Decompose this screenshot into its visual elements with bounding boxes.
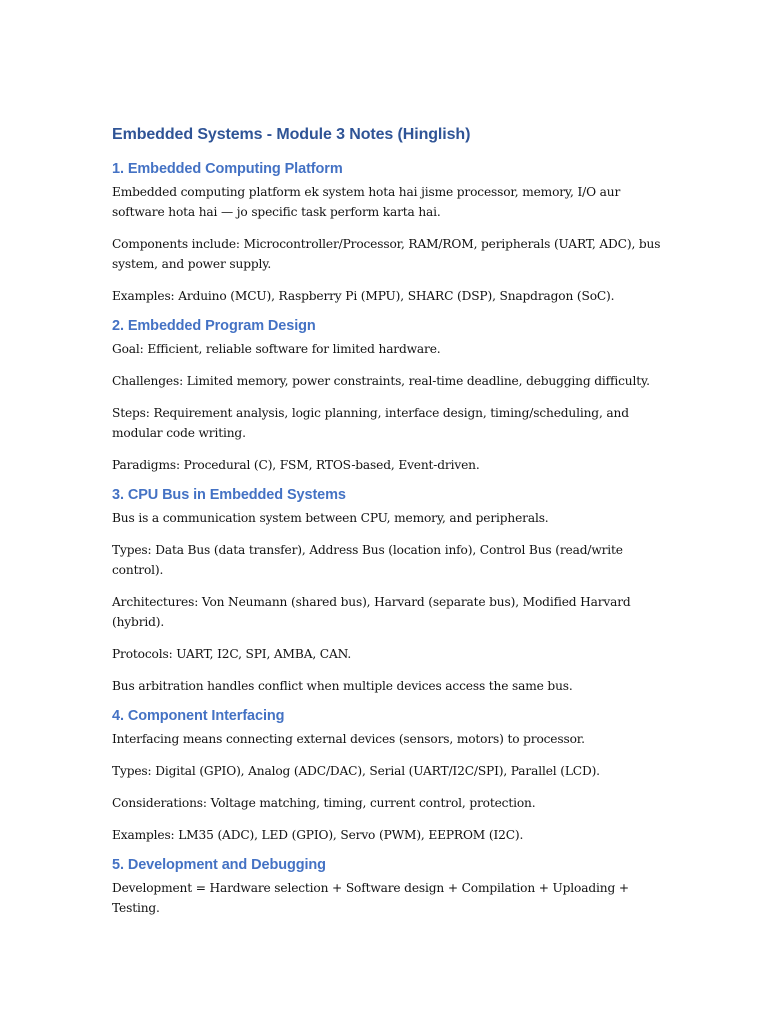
paragraph: Bus is a communication system between CPU, memory, and peripherals.: [112, 511, 549, 525]
document-page: [112, 124, 672, 928]
section-embedded-computing-platform: [112, 159, 672, 306]
paragraph: Examples: Arduino (MCU), Raspberry Pi (MPU), SHARC (DSP), Snapdragon (SoC).: [112, 289, 615, 303]
paragraph: Types: Data Bus (data transfer), Address Bus (location info), Control Bus (read/write control).: [112, 543, 623, 577]
paragraph: Goal: Efficient, reliable software for limited hardware.: [112, 342, 441, 356]
paragraph: Considerations: Voltage matching, timing, current control, protection.: [112, 796, 536, 810]
paragraph: Bus arbitration handles conflict when multiple devices access the same bus.: [112, 679, 573, 693]
paragraph: Embedded computing platform ek system hota hai jisme processor, memory, I/O aur software hota hai — jo specific task perform karta hai.: [112, 185, 621, 219]
paragraph: Steps: Requirement analysis, logic planning, interface design, timing/scheduling, and modular code writing.: [112, 406, 629, 440]
paragraph: Development = Hardware selection + Software design + Compilation + Uploading + Testing.: [112, 881, 629, 915]
paragraph: Paradigms: Procedural (C), FSM, RTOS-based, Event-driven.: [112, 458, 480, 472]
section-development-debugging: [112, 855, 672, 918]
section-heading: 5. Development and Debugging: [112, 857, 326, 873]
section-embedded-program-design: [112, 316, 672, 475]
paragraph: Architectures: Von Neumann (shared bus), Harvard (separate bus), Modified Harvard (hybrid).: [112, 595, 631, 629]
section-heading: 3. CPU Bus in Embedded Systems: [112, 487, 346, 503]
paragraph: Interfacing means connecting external devices (sensors, motors) to processor.: [112, 732, 585, 746]
section-heading: 2. Embedded Program Design: [112, 318, 316, 334]
section-heading: 4. Component Interfacing: [112, 708, 285, 724]
paragraph: Types: Digital (GPIO), Analog (ADC/DAC), Serial (UART/I2C/SPI), Parallel (LCD).: [112, 764, 600, 778]
paragraph: Challenges: Limited memory, power constraints, real-time deadline, debugging difficulty.: [112, 374, 650, 388]
paragraph: Protocols: UART, I2C, SPI, AMBA, CAN.: [112, 647, 352, 661]
paragraph: Components include: Microcontroller/Processor, RAM/ROM, peripherals (UART, ADC), bus system, and power supply.: [112, 237, 661, 271]
section-component-interfacing: [112, 706, 672, 845]
section-heading: 1. Embedded Computing Platform: [112, 161, 343, 177]
document-title: Embedded Systems - Module 3 Notes (Hinglish): [112, 126, 471, 143]
paragraph: Examples: LM35 (ADC), LED (GPIO), Servo (PWM), EEPROM (I2C).: [112, 828, 524, 842]
section-cpu-bus: [112, 485, 672, 696]
